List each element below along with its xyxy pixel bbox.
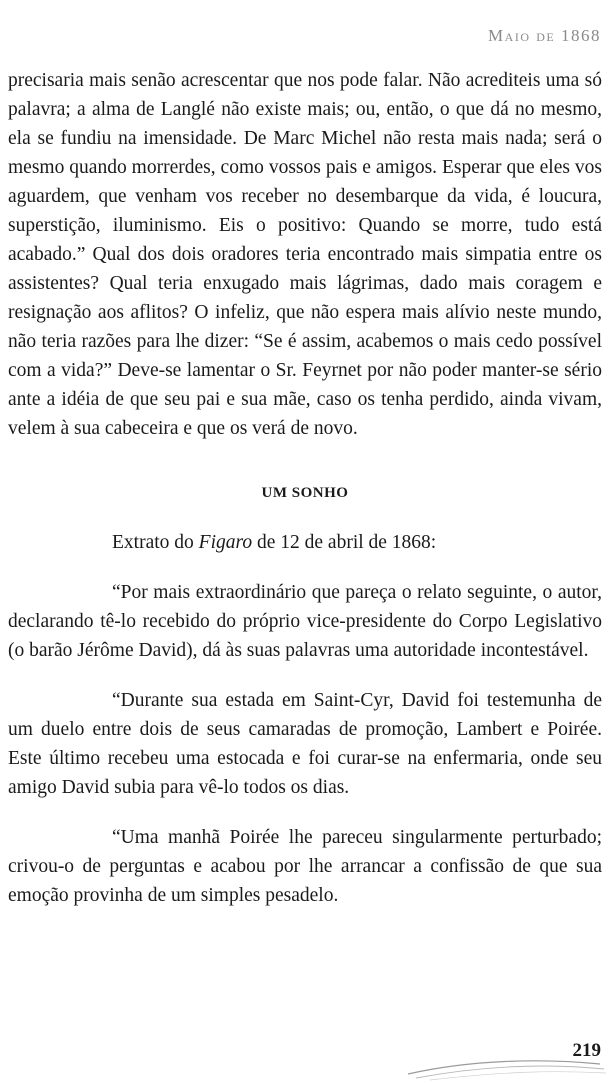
page-number: 219 [572, 1040, 601, 1061]
page-body [8, 66, 602, 910]
paragraph: “Por mais extraordinário que pareça o relato seguinte, o autor, declarando tê-lo recebido do próprio vice-presidente do Corpo Legislativo (o barão Jérôme David), dá às suas palavras uma autoridade incontestável. [8, 582, 602, 661]
decorative-swoosh-icon [0, 1036, 611, 1084]
paragraph: precisaria mais senão acrescentar que nos pode falar. Não acrediteis uma só palavra; a alma de Langlé não existe mais; ou, então, o que dá no mesmo, ela se fundiu na imensidade. De Marc Michel não resta mais nada; será o mesmo quando morrerdes, como vossos pais e amigos. Esperar que eles vos aguardem, que venham vos receber no desembarque da vida, é loucura, superstição, iluminismo. Eis o positivo: Quando se morre, tudo está acabado.” Qual dos dois oradores teria encontrado mais simpatia entre os assistentes? Qual teria enxugado mais lágrimas, dado mais coragem e resignação aos aflitos? O infeliz, que não espera mais alívio neste mundo, não teria razões para lhe dizer: “Se é assim, acabemos o mais cedo possível com a vida?” Deve-se lamentar o Sr. Feyrnet por não poder manter-se sério ante a idéia de que seu pai e sua mãe, caso os tenha perdido, ainda vivam, velem à sua cabeceira e que os verá de novo. [8, 70, 602, 439]
paragraph: “Durante sua estada em Saint-Cyr, David foi testemunha de um duelo entre dois de seus camaradas de promoção, Lambert e Poirée. Este último recebeu uma estocada e foi curar-se na enfermaria, onde seu amigo David subia para vê-lo todos os dias. [8, 690, 602, 798]
extract-prefix: Extrato do [112, 532, 199, 553]
page-footer [0, 1036, 611, 1084]
paragraph: “Uma manhã Poirée lhe pareceu singularmente perturbado; crivou-o de perguntas e acabou por lhe arrancar a confissão de que sua emoção provinha de um simples pesadelo. [8, 827, 602, 906]
extract-source: Figaro [198, 532, 253, 553]
extract-suffix: de 12 de abril de 1868: [252, 532, 437, 553]
section-title: UM SONHO [261, 485, 349, 501]
extract-line [8, 528, 602, 557]
running-header: Maio de 1868 [488, 26, 601, 45]
